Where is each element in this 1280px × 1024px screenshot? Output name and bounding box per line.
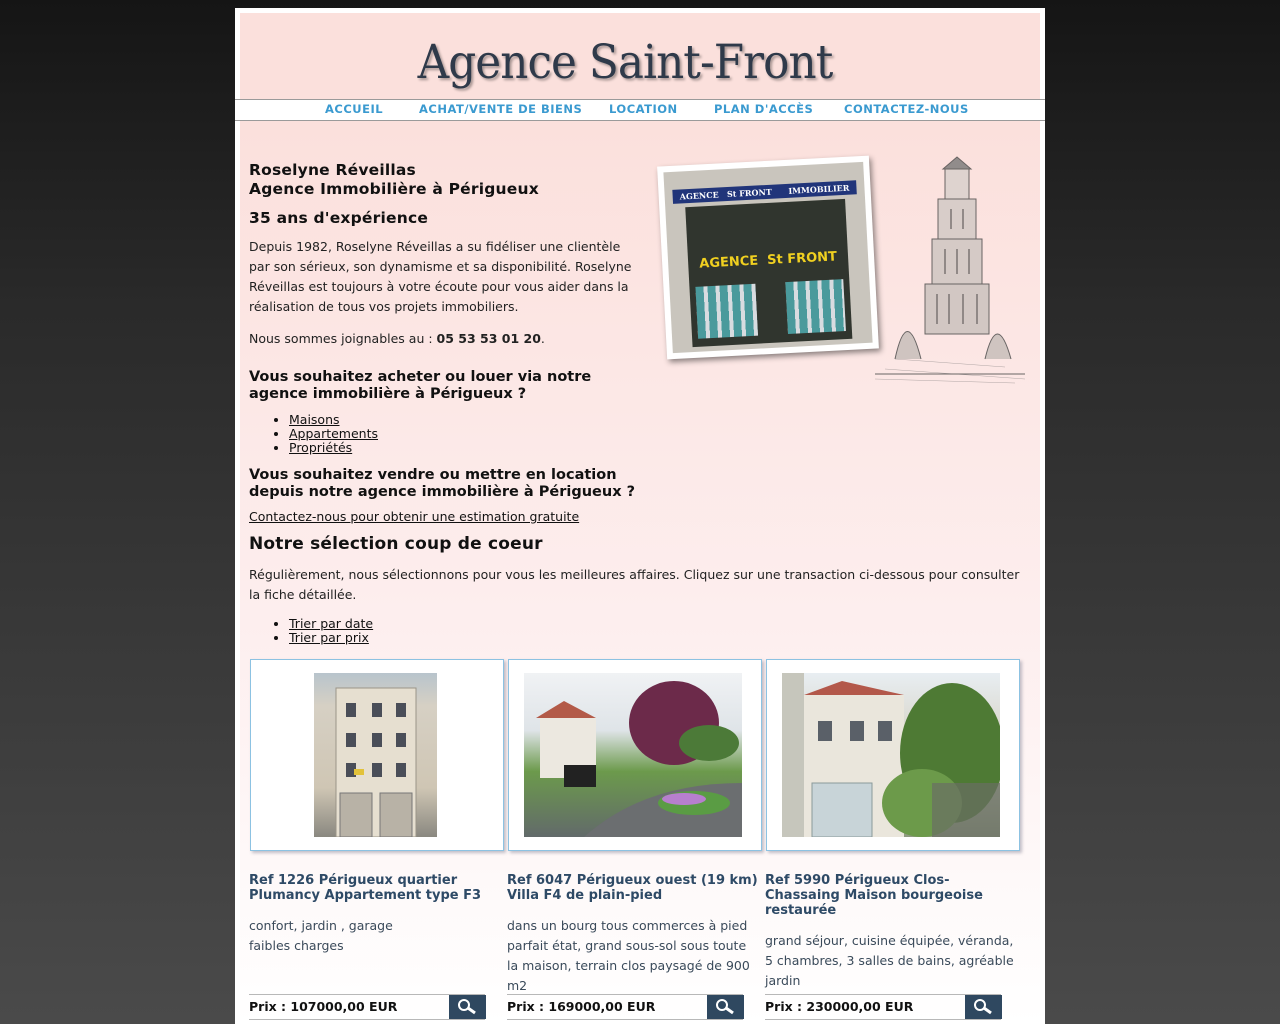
nav-achat-vente[interactable]: ACHAT/VENTE DE BIENS <box>419 102 583 116</box>
phone-line <box>249 329 639 349</box>
agency-subtitle: Agence Immobilière à Périgueux <box>249 180 539 198</box>
sort-by-date-link[interactable]: Trier par date <box>289 616 374 631</box>
sell-heading: Vous souhaitez vendre ou mettre en location depuis notre agence immobilière à Périgueux ? <box>249 467 636 500</box>
link-maisons[interactable]: Maisons <box>289 412 340 427</box>
listing-boards-left <box>695 284 758 339</box>
intro-paragraph: Depuis 1982, Roselyne Réveillas a su fidéliser une clientèle par son sérieux, son dynamisme et sa disponibilité. Roselyne Réveillas est toujours à votre écoute pour vous aider dans la réalisation de tous vos projets immobiliers. <box>249 239 632 314</box>
storefront-illustration <box>645 139 1035 389</box>
listing-title-2[interactable]: Ref 6047 Périgueux ouest (19 km) Villa F4 de plain-pied <box>507 873 758 903</box>
listing-desc-line: dans un bourg tous commerces à pied parfait état, grand sous-sol sous toute la maison, terrain clos paysagé de 900 m2 <box>507 918 750 993</box>
header-banner <box>240 13 1040 99</box>
shop-window <box>685 199 852 347</box>
page-container <box>235 8 1045 1024</box>
listing-card-2[interactable] <box>508 659 762 851</box>
main-content <box>240 121 1040 1024</box>
nav-contact[interactable]: CONTACTEZ-NOUS <box>844 102 969 116</box>
magnifier-icon <box>449 995 486 1019</box>
nav-plan-acces[interactable]: PLAN D'ACCÈS <box>714 102 814 116</box>
listing-card-1[interactable] <box>250 659 504 851</box>
listing-price-3: Prix : 230000,00 EUR <box>765 999 914 1014</box>
selection-paragraph: Régulièrement, nous sélectionnons pour vous les meilleures affaires. Cliquez sur une transaction ci-dessous pour consulter la fiche détaillée. <box>249 567 1020 602</box>
list-item <box>289 617 373 631</box>
listing-price-bar-3 <box>765 994 1001 1020</box>
magnifier-icon <box>707 995 744 1019</box>
listing-photo-2[interactable] <box>524 673 742 837</box>
storefront-sign: AGENCE St FRONT IMMOBILIER <box>672 180 856 204</box>
listing-desc-line: confort, jardin , garage <box>249 918 393 933</box>
listing-desc-2 <box>507 916 755 996</box>
property-type-list <box>249 413 378 455</box>
listing-price-2: Prix : 169000,00 EUR <box>507 999 656 1014</box>
listing-price-bar-1 <box>249 994 485 1020</box>
listing-desc-3 <box>765 931 1020 991</box>
phone-number: 05 53 53 01 20 <box>436 331 541 346</box>
listing-desc-line: grand séjour, cuisine équipée, véranda, 5 chambres, 3 salles de bains, agréable jardin <box>765 933 1014 988</box>
intro-heading <box>249 161 639 199</box>
listing-boards-right <box>785 279 846 334</box>
sort-list <box>249 617 373 645</box>
sort-by-price-link[interactable]: Trier par prix <box>289 630 369 645</box>
view-details-button-2[interactable] <box>707 995 744 1019</box>
selection-heading: Notre sélection coup de coeur <box>249 534 543 554</box>
link-proprietes[interactable]: Propriétés <box>289 440 353 455</box>
listing-title-1[interactable]: Ref 1226 Périgueux quartier Plumancy Appartement type F3 <box>249 873 482 903</box>
listing-desc-line: faibles charges <box>249 938 344 953</box>
experience-heading: 35 ans d'expérience <box>249 209 429 227</box>
list-item <box>289 631 373 645</box>
listing-desc-1 <box>249 916 504 956</box>
listing-price-bar-2 <box>507 994 743 1020</box>
list-item <box>289 427 378 441</box>
view-details-button-3[interactable] <box>965 995 1002 1019</box>
listing-photo-1[interactable] <box>314 673 437 837</box>
view-details-button-1[interactable] <box>449 995 486 1019</box>
estimation-link[interactable]: Contactez-nous pour obtenir une estimation gratuite <box>249 509 580 524</box>
townhouse-illustration <box>782 673 1000 837</box>
storefront-image <box>663 162 872 353</box>
nav-accueil[interactable]: ACCUEIL <box>325 102 384 116</box>
listing-photo-3[interactable] <box>782 673 1000 837</box>
agent-name: Roselyne Réveillas <box>249 161 416 179</box>
nav-location[interactable]: LOCATION <box>609 102 678 116</box>
link-appartements[interactable]: Appartements <box>289 426 379 441</box>
magnifier-icon <box>965 995 1002 1019</box>
listing-card-3[interactable] <box>766 659 1020 851</box>
apartment-building-illustration <box>314 673 437 837</box>
list-item <box>289 413 378 427</box>
window-lettering: AGENCE St FRONT <box>698 249 838 272</box>
list-item <box>289 441 378 455</box>
phone-suffix: . <box>540 331 545 346</box>
listing-price-1: Prix : 107000,00 EUR <box>249 999 398 1014</box>
site-logo[interactable]: Agence Saint-Front <box>417 35 833 90</box>
storefront-photo <box>657 156 879 360</box>
phone-prefix: Nous sommes joignables au : <box>249 331 437 346</box>
villa-illustration <box>524 673 742 837</box>
buy-heading: Vous souhaitez acheter ou louer via notre agence immobilière à Périgueux ? <box>249 369 592 402</box>
listing-title-3[interactable]: Ref 5990 Périgueux Clos-Chassaing Maison bourgeoise restaurée <box>765 873 983 918</box>
main-nav <box>235 99 1045 121</box>
